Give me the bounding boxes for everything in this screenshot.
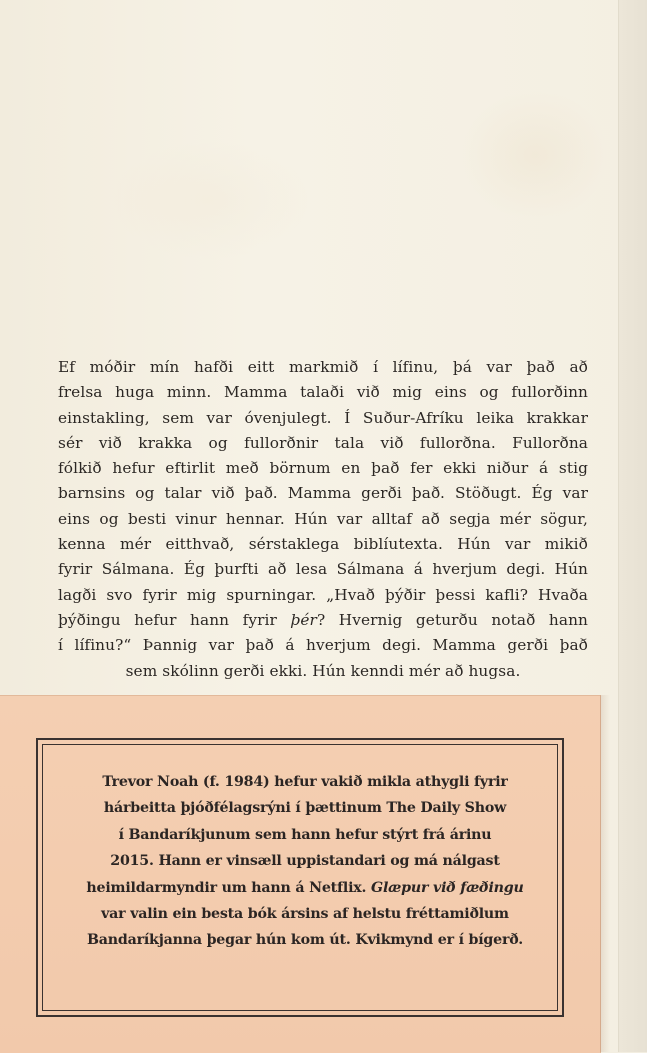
book-excerpt: [58, 355, 588, 684]
excerpt-line: einstakling, sem var óvenjulegt. Í Suður-Afríku leika krakkar: [58, 408, 588, 427]
bio-line: Trevor Noah (f. 1984) hefur vakið mikla athygli fyrir: [102, 774, 508, 790]
excerpt-line: sér við krakka og fullorðnir tala við fullorðna. Fullorðna: [58, 433, 588, 452]
author-bio: [64, 769, 546, 954]
bio-line: í Bandaríkjunum sem hann hefur stýrt frá árinu: [118, 826, 492, 843]
excerpt-line: kenna mér eitthvað, sérstaklega biblíutexta. Hún var mikið: [58, 535, 588, 554]
excerpt-line: frelsa huga minn. Mamma talaði við mig eins og fullorðinn: [58, 383, 588, 402]
excerpt-line: barnsins og talar við það. Mamma gerði það. Stöðugt. Ég var: [58, 484, 588, 503]
excerpt-italic-word: þér: [290, 610, 317, 629]
bio-line: 2015. Hann er vinsæll uppistandari og má nálgast: [110, 853, 500, 870]
excerpt-line: fólkið hefur eftirlit með börnum en það fer ekki niður á stig: [58, 459, 588, 478]
excerpt-text: þýðingu hefur hann fyrir: [58, 610, 291, 629]
excerpt-text: ? Hvernig geturðu notað hann: [316, 610, 588, 629]
bio-line: Bandaríkjanna þegar hún kom út. Kvikmynd er í bígerð.: [86, 932, 524, 949]
excerpt-line: eins og besti vinur hennar. Hún var alltaf að segja mér sögur,: [58, 509, 588, 528]
excerpt-line: sem skólinn gerði ekki. Hún kenndi mér að hugsa.: [125, 661, 521, 680]
excerpt-line: Ef móðir mín hafði eitt markmið í lífinu, þá var það að: [58, 358, 588, 376]
band-fold-shadow: [600, 695, 610, 1052]
page-edge: [618, 0, 647, 1052]
bio-text: heimildarmyndir um hann á Netflix.: [86, 879, 372, 896]
excerpt-line: fyrir Sálmana. Ég þurfti að lesa Sálmana á hverjum degi. Hún: [58, 560, 588, 579]
excerpt-line: í lífinu?“ Þannig var það á hverjum degi. Mamma gerði það: [58, 636, 588, 655]
excerpt-line: [58, 608, 588, 633]
bio-line: [64, 875, 546, 901]
excerpt-line: lagði svo fyrir mig spurningar. „Hvað þýðir þessi kafli? Hvaða: [58, 585, 588, 604]
book-title: Glæpur við fæðingu: [371, 879, 524, 896]
bio-line: hárbeitta þjóðfélagsrýni í þættinum The Daily Show: [103, 800, 507, 817]
bio-line: var valin ein besta bók ársins af helstu fréttamiðlum: [101, 906, 509, 923]
